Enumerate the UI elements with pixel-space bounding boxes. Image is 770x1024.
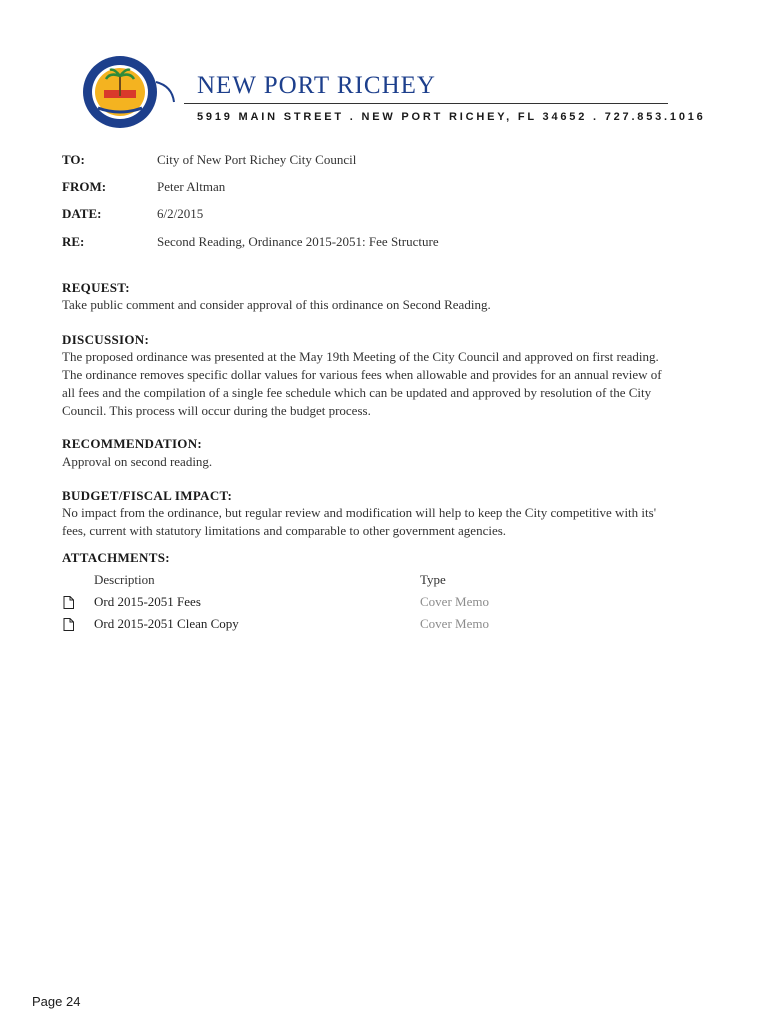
request-heading: REQUEST:	[62, 280, 130, 295]
date-label: DATE:	[62, 206, 102, 221]
from-value: Peter Altman	[157, 179, 226, 194]
budget-body: No impact from the ordinance, but regular review and modification will help to keep the City competitive with its' fees, current with statutory limitations and comparable to other government agencies.	[62, 505, 657, 538]
attachment-description[interactable]: Ord 2015-2051 Fees	[94, 594, 201, 609]
city-seal-logo	[80, 52, 178, 130]
city-address: 5919 MAIN STREET . NEW PORT RICHEY, FL 34652 . 727.853.1016	[197, 111, 706, 123]
city-name-wordmark: NEW PORT RICHEY	[197, 72, 436, 99]
document-icon	[63, 618, 74, 631]
discussion-heading: DISCUSSION:	[62, 332, 150, 347]
attachments-heading: ATTACHMENTS:	[62, 550, 170, 565]
page-number: Page 24	[32, 994, 81, 1009]
request-body: Take public comment and consider approval of this ordinance on Second Reading.	[62, 297, 491, 312]
budget-heading: BUDGET/FISCAL IMPACT:	[62, 488, 233, 503]
attachment-type: Cover Memo	[420, 594, 489, 609]
discussion-body: The proposed ordinance was presented at the May 19th Meeting of the City Council and approved on first reading. The ordinance removes specific dollar values for various fees when allowable and provides for an annual review of all fees and the compilation of a single fee schedule which can be updated and approved by resolution of the City Council. This process will occur during the budget process.	[62, 349, 662, 418]
attachment-type: Cover Memo	[420, 616, 489, 631]
header-divider	[184, 103, 668, 104]
recommendation-heading: RECOMMENDATION:	[62, 436, 203, 451]
date-value: 6/2/2015	[157, 206, 204, 221]
re-value: Second Reading, Ordinance 2015-2051: Fee Structure	[157, 234, 439, 249]
attachments-col-description: Description	[94, 572, 155, 587]
to-label: TO:	[62, 152, 85, 167]
re-label: RE:	[62, 234, 85, 249]
attachments-col-type: Type	[420, 572, 446, 587]
document-icon	[63, 596, 74, 609]
from-label: FROM:	[62, 179, 107, 194]
to-value: City of New Port Richey City Council	[157, 152, 357, 167]
attachment-description[interactable]: Ord 2015-2051 Clean Copy	[94, 616, 239, 631]
recommendation-body: Approval on second reading.	[62, 454, 213, 469]
